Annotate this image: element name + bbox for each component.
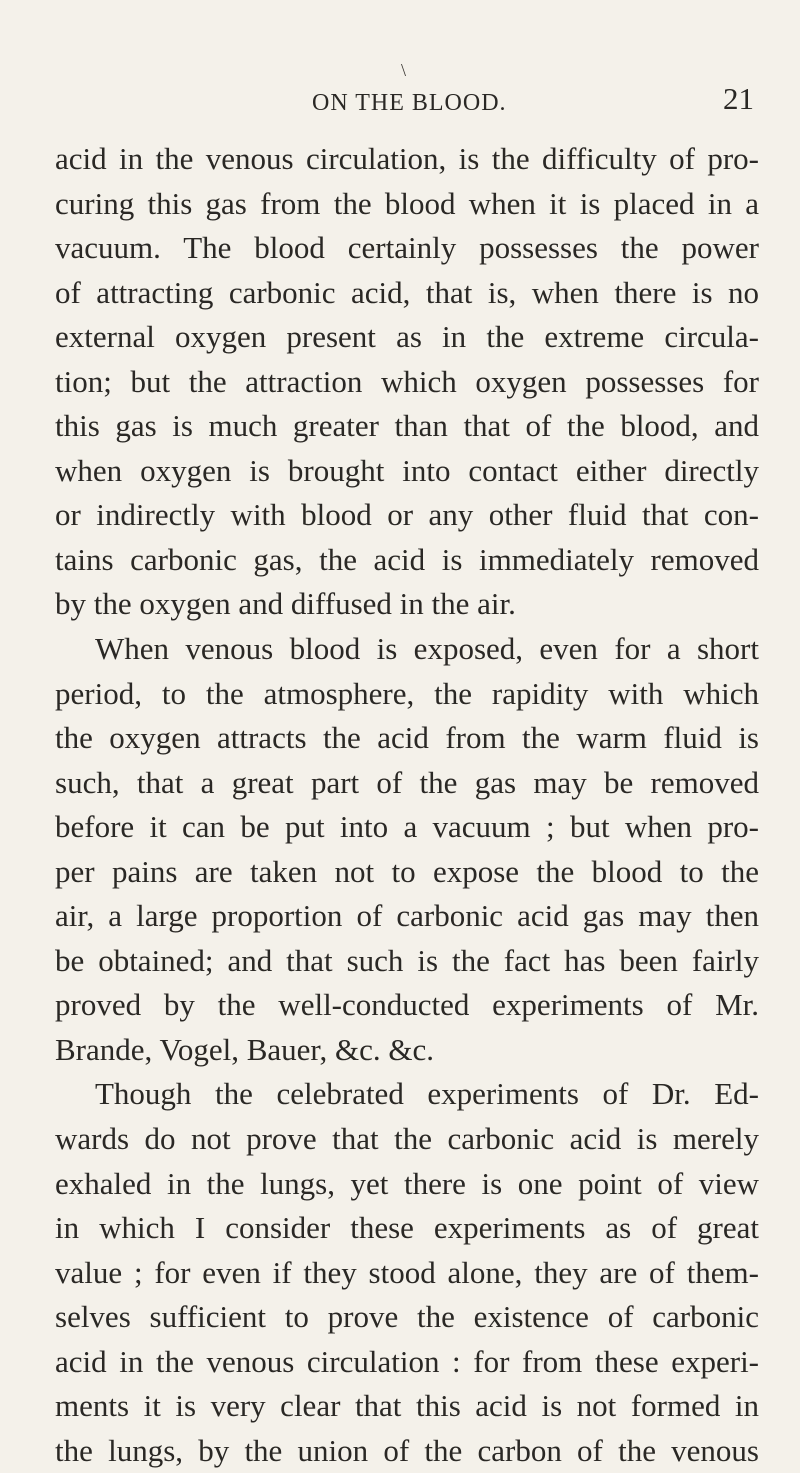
text-line: tion; but the attraction which oxygen possesses for xyxy=(55,363,759,399)
text-line: ments it is very clear that this acid is not formed in xyxy=(55,1388,759,1424)
text-line: when oxygen is brought into contact either directly xyxy=(55,452,759,488)
text-line: selves sufficient to prove the existence of carbonic xyxy=(55,1299,759,1335)
running-head xyxy=(0,80,800,120)
text-line: per pains are taken not to expose the blood to the xyxy=(55,853,759,889)
text-line: tains carbonic gas, the acid is immediately removed xyxy=(55,541,759,577)
text-line: in which I consider these experiments as of great xyxy=(55,1210,759,1246)
page-number: 21 xyxy=(723,81,754,116)
text-line: wards do not prove that the carbonic acid is merely xyxy=(55,1121,759,1157)
text-line: air, a large proportion of carbonic acid gas may then xyxy=(55,898,759,934)
text-line: such, that a great part of the gas may be removed xyxy=(55,764,759,800)
text-line: acid in the venous circulation : for from these experi- xyxy=(55,1343,759,1379)
text-line: the lungs, by the union of the carbon of the venous xyxy=(55,1432,759,1468)
running-head-title: ON THE BLOOD. xyxy=(312,90,507,116)
text-line: external oxygen present as in the extreme circula- xyxy=(55,319,759,355)
text-line: by the oxygen and diffused in the air. xyxy=(55,586,516,622)
text-line: this gas is much greater than that of the blood, and xyxy=(55,408,759,444)
text-line: or indirectly with blood or any other fluid that con- xyxy=(55,497,759,533)
paragraph-start-line: When venous blood is exposed, even for a short xyxy=(95,631,759,667)
text-line: of attracting carbonic acid, that is, when there is no xyxy=(55,274,759,310)
text-line: before it can be put into a vacuum ; but when pro- xyxy=(55,809,759,845)
page-mark: \ xyxy=(401,60,407,80)
text-line: exhaled in the lungs, yet there is one point of view xyxy=(55,1165,759,1201)
text-line: value ; for even if they stood alone, they are of them- xyxy=(55,1254,759,1290)
text-line: curing this gas from the blood when it is placed in a xyxy=(55,185,759,221)
text-line: Brande, Vogel, Bauer, &c. &c. xyxy=(55,1031,434,1067)
text-line: be obtained; and that such is the fact has been fairly xyxy=(55,942,759,978)
text-line: period, to the atmosphere, the rapidity with which xyxy=(55,675,759,711)
text-line: vacuum. The blood certainly possesses the power xyxy=(55,230,759,266)
text-line: acid in the venous circulation, is the difficulty of pro- xyxy=(55,141,759,176)
paragraph-start-line: Though the celebrated experiments of Dr. Ed- xyxy=(95,1076,759,1112)
text-line: proved by the well-conducted experiments of Mr. xyxy=(55,987,759,1023)
text-line: the oxygen attracts the acid from the warm fluid is xyxy=(55,720,759,756)
body-text xyxy=(55,137,759,1473)
